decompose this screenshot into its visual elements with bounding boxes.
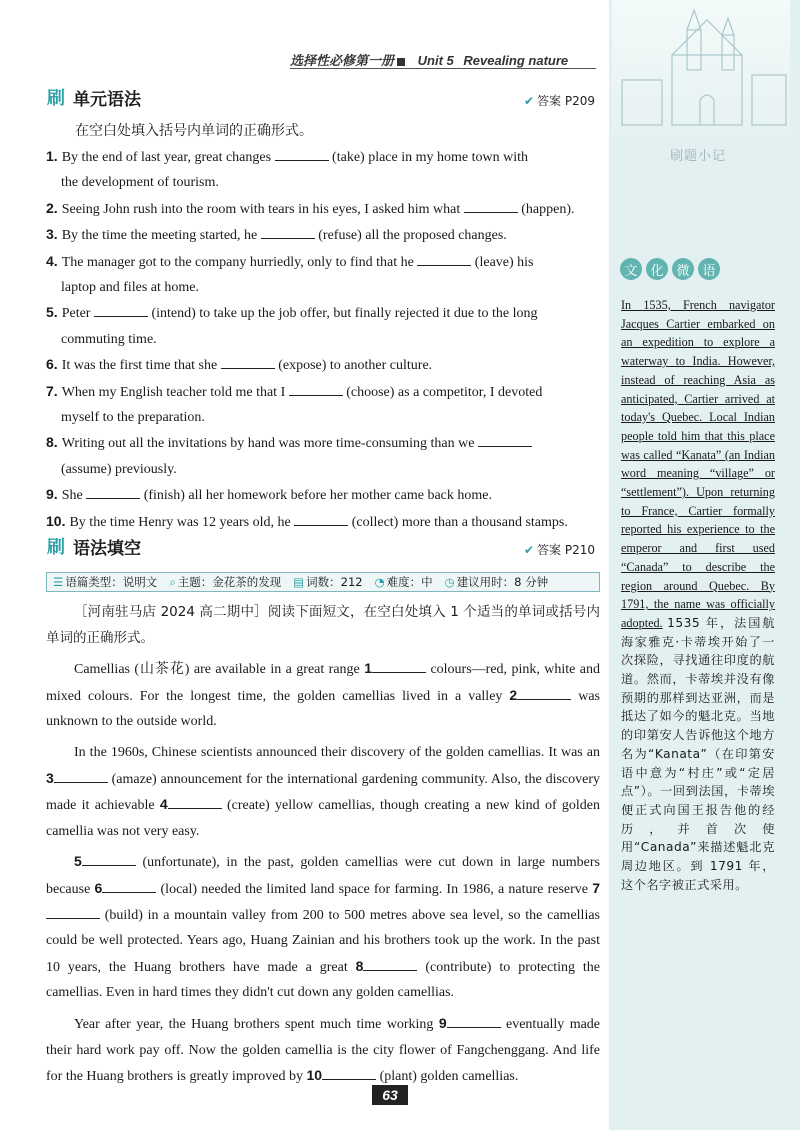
answer-blank[interactable] <box>478 434 532 447</box>
blank-line[interactable] <box>447 1015 501 1028</box>
question-item <box>46 352 600 378</box>
question-number: 8. <box>46 434 58 451</box>
answer-page: 答案 P210 <box>537 543 595 557</box>
question-text-before: Writing out all the invitations by hand was more time-consuming than we <box>61 436 475 452</box>
answer-blank[interactable] <box>464 200 518 213</box>
answer-blank[interactable] <box>294 513 348 526</box>
question-continuation: commuting time. <box>61 331 157 347</box>
blank-number: 9 <box>438 1014 447 1031</box>
blank-line[interactable] <box>102 880 156 893</box>
clock-icon: ◷ <box>444 575 455 589</box>
blank-line[interactable] <box>168 796 222 809</box>
header-title: Revealing nature <box>463 53 569 68</box>
passage-time: ◷ 建议用时：8 分钟 <box>444 575 549 589</box>
question-text-after: (happen). <box>521 201 575 217</box>
blank-line[interactable] <box>82 853 136 866</box>
question-text-before: When my English teacher told me that I <box>61 384 286 400</box>
question-item <box>46 196 600 222</box>
culture-english: In 1535, French navigator Jacques Cartier embarked on an expedition to explore a waterway to India. However, instead of reaching Asia as anticipated, Cartier arrived at today's Quebec. Local Indian people told him that this place was called “Kanata” (an Indian word meaning “village” or “settlement”). Upon returning to France, Cartier formally reported his experience to the emperor and first used “Canada” to describe the region around Quebec. By 1791, the name was officially adopted. <box>621 298 775 630</box>
header-unit: Unit 5 <box>417 53 454 68</box>
question-text-before: By the time the meeting started, he <box>61 228 258 244</box>
answer-reference <box>524 92 595 109</box>
blank-number: 3 <box>46 769 54 786</box>
question-number: 5. <box>46 304 58 321</box>
passage-intro: ［河南驻马店 2024 高二期中］阅读下面短文，在空白处填入 1 个适当的单词或括号内单词的正确形式。 <box>46 604 600 646</box>
header-book: 选择性必修第一册 <box>290 53 395 68</box>
question-item <box>46 222 600 248</box>
question-item <box>46 379 600 431</box>
running-header <box>290 50 568 69</box>
church-icon <box>612 0 790 135</box>
question-item <box>46 482 600 508</box>
question-item <box>46 430 600 482</box>
paragraph-2: In the 1960s, Chinese scientists announced their discovery of the golden camellias. It was an 3 (amaze) announcement for the international gardening community. Also, the discovery made it achievable 4 (create) yellow camellias, though creating a new kind of golden camellia was not very easy. <box>46 744 601 839</box>
question-number: 2. <box>46 199 58 216</box>
question-text-after: (leave) his <box>474 254 534 270</box>
answer-blank[interactable] <box>261 226 315 239</box>
answer-blank[interactable] <box>221 356 275 369</box>
church-illustration <box>612 0 790 135</box>
blank-line[interactable] <box>363 958 417 971</box>
list-icon: ☰ <box>53 575 64 589</box>
square-icon <box>397 58 405 66</box>
passage-words: ▤ 词数：212 <box>293 575 363 589</box>
blank-line[interactable] <box>322 1067 376 1080</box>
question-number: 3. <box>46 226 58 243</box>
question-text-after: (intend) to take up the job offer, but finally rejected it due to the long <box>151 306 538 322</box>
blank-number: 2 <box>509 686 518 703</box>
question-item <box>46 300 600 352</box>
question-item <box>46 509 600 535</box>
search-icon: ⌕ <box>169 575 176 589</box>
question-number: 9. <box>46 486 58 503</box>
question-text-before: She <box>61 488 83 504</box>
question-text-before: Peter <box>61 306 91 322</box>
question-number: 7. <box>46 382 58 399</box>
section-mark: 刷 <box>47 537 65 558</box>
question-text-before: By the time Henry was 12 years old, he <box>69 514 291 530</box>
culture-badge <box>620 258 720 280</box>
passage-topic: ⌕ 主题：金花茶的发现 <box>169 575 282 589</box>
answer-blank[interactable] <box>275 148 329 161</box>
section-title: 语法填空 <box>73 538 141 559</box>
check-icon: ✔ <box>523 94 535 108</box>
answer-reference <box>524 541 595 558</box>
answer-blank[interactable] <box>86 486 140 499</box>
question-number: 6. <box>46 356 58 373</box>
answer-blank[interactable] <box>417 253 471 266</box>
section-heading-cloze <box>47 533 141 559</box>
blank-number: 5 <box>74 853 82 870</box>
section-mark: 刷 <box>47 88 65 109</box>
badge-char: 化 <box>646 258 668 280</box>
blank-number: 7 <box>592 879 600 896</box>
cloze-passage <box>46 600 600 1095</box>
question-list <box>46 144 600 535</box>
question-number: 4. <box>46 252 58 269</box>
blank-line[interactable] <box>54 770 108 783</box>
question-continuation: myself to the preparation. <box>61 410 205 426</box>
answer-page: 答案 P209 <box>537 94 595 108</box>
paragraph-1: Camellias (山茶花) are available in a great range 1 colours—red, pink, white and mixed colours. For the longest time, the golden camellias lived in a valley 2 was unknown to the outside world. <box>46 660 601 730</box>
question-text-after: (take) place in my home town with <box>332 150 528 165</box>
book-icon: ▤ <box>293 575 305 589</box>
paragraph-4: Year after year, the Huang brothers spent much time working 9 eventually made their hard work pay off. Now the golden camellia is the city flower of Fangchenggang. And life for the Huang brothers is greatly improved by 10 (plant) golden camellias. <box>46 1014 601 1085</box>
blank-number: 1 <box>364 660 373 677</box>
question-item <box>46 144 600 196</box>
question-text-after: (finish) all her homework before her mother came back home. <box>143 488 492 504</box>
gauge-icon: ◔ <box>374 575 385 589</box>
answer-blank[interactable] <box>94 304 148 317</box>
question-continuation: the development of tourism. <box>61 175 219 191</box>
blank-number: 4 <box>159 796 168 813</box>
question-text-after: (collect) more than a thousand stamps. <box>351 514 568 530</box>
instruction: 在空白处填入括号内单词的正确形式。 <box>75 123 313 139</box>
answer-blank[interactable] <box>289 383 343 396</box>
section-heading-grammar <box>47 84 141 110</box>
question-text-after: (refuse) all the proposed changes. <box>318 228 507 244</box>
question-text-before: By the end of last year, great changes <box>61 150 272 165</box>
check-icon: ✔ <box>523 543 535 557</box>
question-item <box>46 249 600 301</box>
question-number: 10. <box>46 512 66 529</box>
question-text-after: (choose) as a competitor, I devoted <box>346 384 543 400</box>
passage-difficulty: ◔ 难度：中 <box>374 575 433 589</box>
question-text-before: The manager got to the company hurriedly, only to find that he <box>61 254 414 270</box>
passage-type: ☰ 语篇类型：说明文 <box>53 575 158 589</box>
section-title: 单元语法 <box>73 89 141 110</box>
header-divider <box>290 68 596 69</box>
question-number: 1. <box>46 148 58 164</box>
blank-number: 10 <box>306 1067 323 1084</box>
paragraph-3: 5 (unfortunate), in the past, golden camellias were cut down in large numbers because 6 (local) needed the limited land space for farming. In 1986, a nature reserve 7 (build) in a mountain valley from 200 to 500 metres above sea level, so the camellias could be well protected. Years ago, Huang Zainian and his brothers took up the work. In the past 10 years, the Huang brothers have made a great 8 (contribute) to protecting the camellias. Even in hard times they didn't cut down any golden camellias. <box>46 853 601 1001</box>
culture-text <box>621 296 775 895</box>
badge-char: 微 <box>672 258 694 280</box>
badge-char: 语 <box>698 258 720 280</box>
question-continuation: (assume) previously. <box>61 461 177 477</box>
badge-char: 文 <box>620 258 642 280</box>
blank-number: 8 <box>355 957 364 974</box>
culture-chinese: 1535 年，法国航海家雅克·卡蒂埃开始了一次探险，寻找通往印度的航道。然而，卡蒂埃并没有像预期的那样到达亚洲，而是抵达了如今的魁北克。当地的印第安人告诉他这个地方名为“Kanata”（在印第安语中意为“村庄”或“定居点”）。一回到法国，卡蒂埃便正式向国王报告他的经历，并首次使用“Canada”来描述魁北克周边地区。到 1791 年，这个名字被正式采用。 <box>621 615 776 892</box>
question-text-before: Seeing John rush into the room with tears in his eyes, I asked him what <box>61 201 461 217</box>
page-number: 63 <box>372 1085 408 1105</box>
question-text-after: (expose) to another culture. <box>278 358 433 374</box>
blank-number: 6 <box>94 879 103 896</box>
blank-line[interactable] <box>46 906 100 919</box>
sidebar-note-label: 刷题小记 <box>670 149 727 164</box>
blank-line[interactable] <box>517 687 571 700</box>
passage-info-bar <box>46 572 600 592</box>
question-continuation: laptop and files at home. <box>61 280 200 296</box>
blank-line[interactable] <box>372 660 426 673</box>
question-text-before: It was the first time that she <box>61 358 218 374</box>
